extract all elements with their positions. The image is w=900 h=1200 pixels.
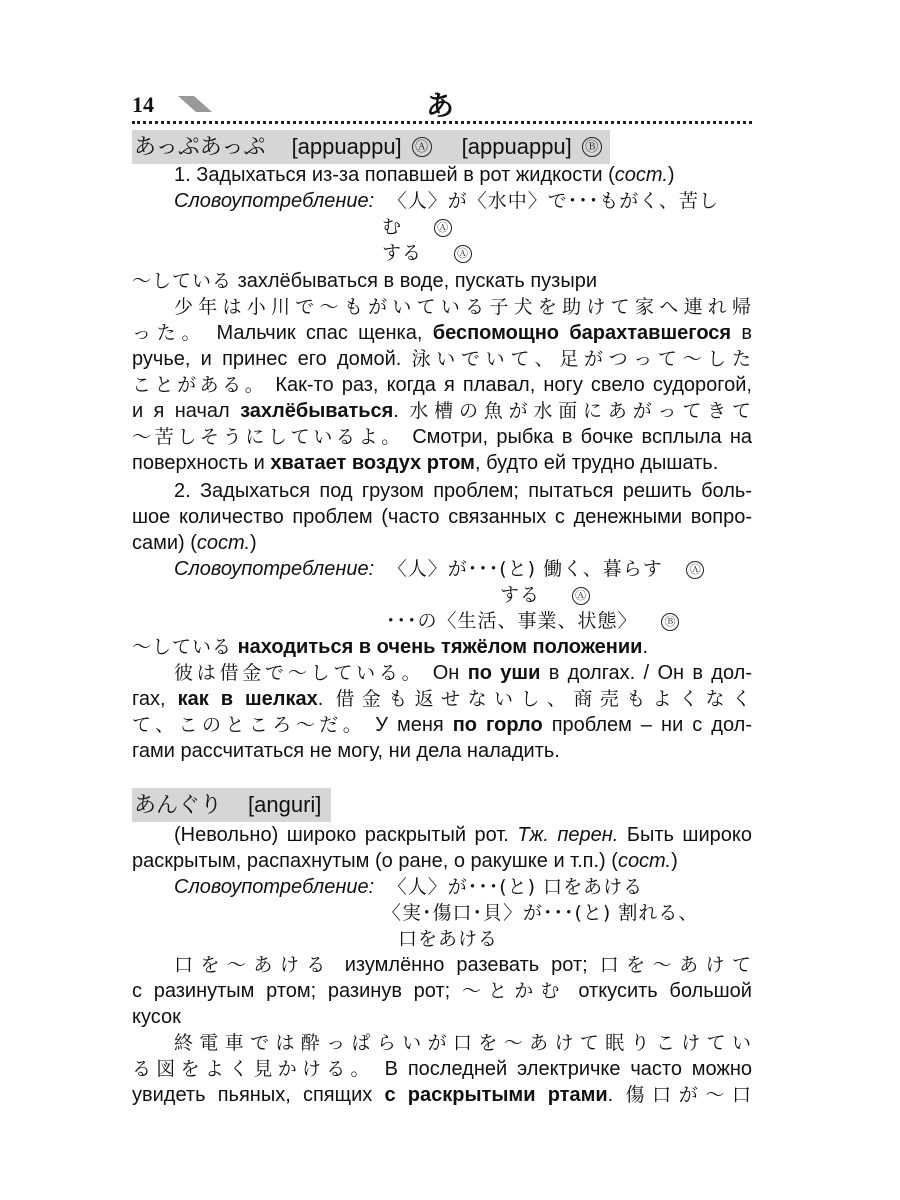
- example-b-line-3: увидеть пьяных, спящих с раскрытыми ртами. 傷口が〜口: [132, 1084, 752, 1106]
- romanization: [appuappu]: [291, 134, 402, 159]
- marker-a: Ⓐ: [412, 137, 432, 157]
- definition-line-1: (Невольно) широко раскрытый рот. Тж. перен. Быть широко: [174, 824, 752, 846]
- example-2-line-7: поверхность и хватает воздух ртом, будто ей трудно дышать.: [132, 452, 719, 474]
- example-3: 〜している находиться в очень тяжёлом положении.: [132, 636, 649, 658]
- page-header: [132, 82, 752, 122]
- headword: あんぐり: [134, 793, 223, 818]
- example-a-line-2: с разинутым ртом; разинув рот; 〜とかむ откусить большой: [132, 980, 752, 1002]
- usage-2-line-2: する Ⓐ: [500, 582, 752, 608]
- sense-2-line-3: сами) (сост.): [132, 532, 257, 554]
- romanization-alt: [appuappu]: [461, 134, 572, 159]
- example-2-line-3: ручье, и принес его домой. 泳いでいて、足がつって〜した: [132, 348, 752, 370]
- example-2-line-6: 〜苦しそうにしているよ。 Смотри, рыбка в бочке всплыла на: [132, 426, 752, 448]
- sense-2-line-1: 2. Задыхаться под грузом проблем; пытаться решить боль-: [174, 480, 752, 502]
- example-4-line-3: て、このところ〜だ。 У меня по горло проблем – ни с дол-: [132, 714, 752, 736]
- usage-1-line-1: Словоупотребление: 〈人〉が〈水中〉で･･･もがく、苦し: [174, 190, 719, 212]
- example-a-line-1: 口を〜あける изумлённо разевать рот; 口を〜あけて: [174, 954, 752, 976]
- sense-2-line-2: шое количество проблем (часто связанных с денежными вопро-: [132, 506, 752, 528]
- usage-1-line-3: する Ⓐ: [382, 240, 752, 266]
- header-divider: [132, 121, 752, 124]
- example-1: 〜している захлёбываться в воде, пускать пузыри: [132, 270, 598, 292]
- headword: あっぷあっぷ: [134, 135, 266, 160]
- sense-1: 1. Задыхаться из-за попавшей в рот жидкости (сост.): [174, 164, 675, 186]
- definition-line-2: раскрытым, распахнутым (о ране, о ракушке и т.п.) (сост.): [132, 850, 678, 872]
- example-4-line-1: 彼は借金で〜している。 Он по уши в долгах. / Он в дол-: [174, 662, 752, 684]
- usage-line-3: 口をあける: [398, 928, 499, 950]
- header-wedge-icon: [178, 96, 212, 112]
- usage-line-2: 〈実･傷口･貝〉が･･･(と) 割れる、: [382, 902, 699, 924]
- usage-2-line-3: ･･･の〈生活、事業、状態〉 Ⓑ: [386, 608, 752, 634]
- section-kana: あ: [426, 89, 455, 122]
- romanization: [anguri]: [248, 792, 322, 817]
- example-2-line-4: ことがある。 Как-то раз, когда я плавал, ногу свело судорогой,: [132, 374, 752, 396]
- example-2-line-5: и я начал захлёбываться. 水槽の魚が水面にあがってきて: [132, 400, 753, 422]
- example-4-line-2: гах, как в шелках. 借金も返せないし、商売もよくなく: [132, 688, 753, 710]
- marker-b: Ⓑ: [582, 137, 602, 157]
- example-2-line-2: った。 Мальчик спас щенка, беспомощно барахтавшегося в: [132, 322, 752, 344]
- usage-line-1: Словоупотребление: 〈人〉が･･･(と) 口をあける: [174, 876, 644, 898]
- usage-1-line-2: む Ⓐ: [382, 214, 752, 240]
- usage-label: Словоупотребление:: [174, 190, 375, 212]
- example-b-line-2: る図をよく見かける。 В последней электричке часто можно: [132, 1058, 752, 1080]
- example-b-line-1: 終電車では酔っぱらいが口を〜あけて眠りこけてい: [174, 1032, 752, 1054]
- page-number: 14: [132, 92, 154, 117]
- usage-2-line-1: Словоупотребление: 〈人〉が･･･(と) 働く、暮らす Ⓐ: [174, 556, 752, 582]
- example-a-line-3: кусок: [132, 1006, 181, 1028]
- example-2-line-1: 少年は小川で〜もがいている子犬を助けて家へ連れ帰: [174, 296, 752, 318]
- entry-headword-anguri: [132, 788, 331, 822]
- entry-headword-appuappu: [132, 130, 610, 164]
- example-4-line-4: гами рассчитаться не могу, ни дела наладить.: [132, 740, 560, 762]
